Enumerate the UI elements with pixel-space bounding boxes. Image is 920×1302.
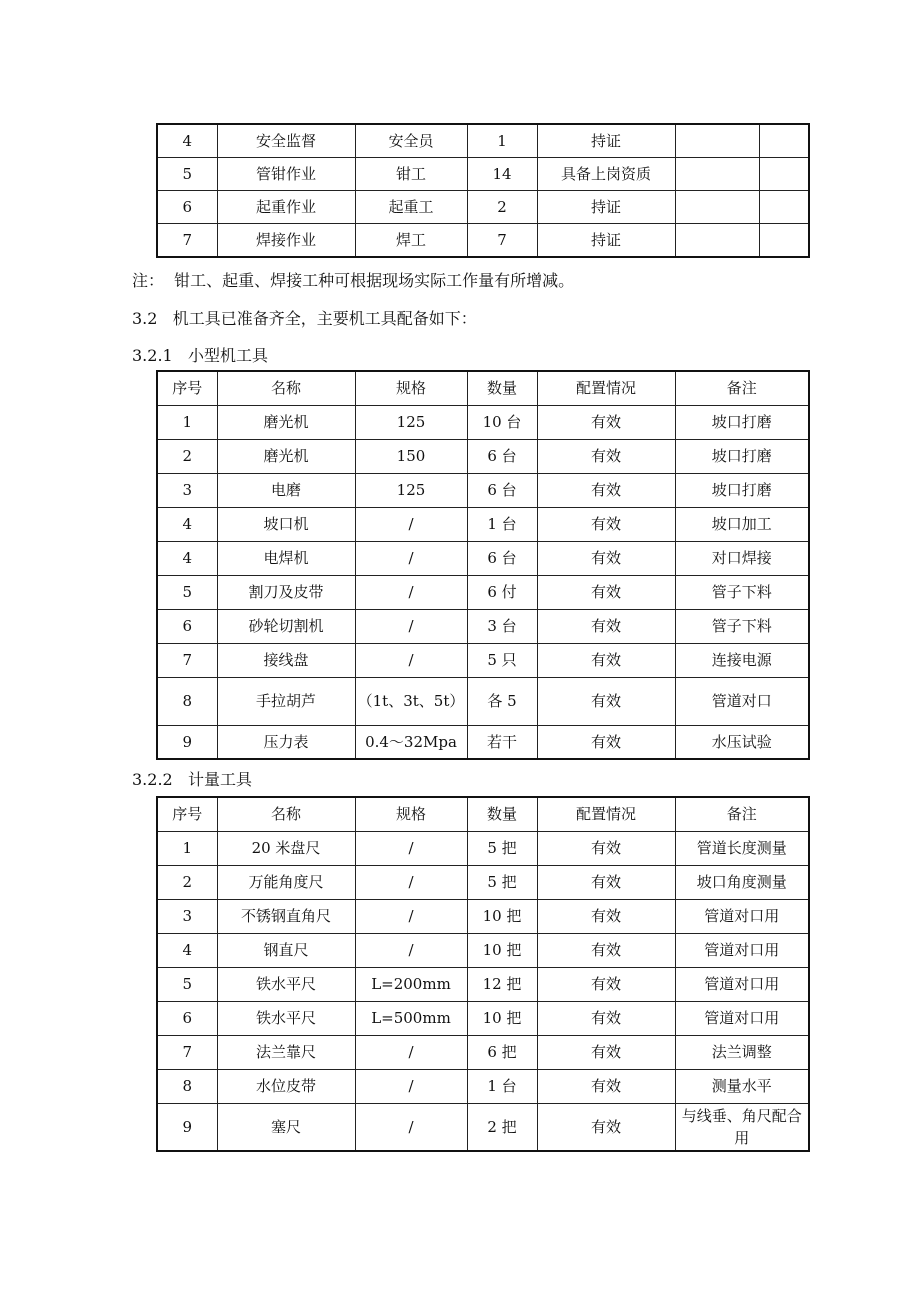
table-cell: 有效 [537, 405, 675, 439]
table-cell: 10 把 [467, 1001, 537, 1035]
table-cell: / [355, 899, 467, 933]
table-row [157, 865, 809, 899]
table-cell: 14 [467, 157, 537, 190]
table-cell: 钳工 [355, 157, 467, 190]
table-cell: 焊工 [355, 223, 467, 257]
table-cell: 具备上岗资质 [537, 157, 675, 190]
table-cell: 5 把 [467, 865, 537, 899]
table-cell: 钢直尺 [217, 933, 355, 967]
table-row [157, 507, 809, 541]
table-cell: 塞尺 [217, 1103, 355, 1151]
table-cell: 1 [157, 405, 217, 439]
table-cell: 有效 [537, 473, 675, 507]
table-cell: 9 [157, 1103, 217, 1151]
table-cell: / [355, 933, 467, 967]
table-cell: 管子下料 [675, 609, 809, 643]
table-cell: 起重作业 [217, 190, 355, 223]
table-cell: 2 [157, 865, 217, 899]
staff-table-body [157, 124, 809, 257]
table-cell: 7 [157, 223, 217, 257]
table-row [157, 677, 809, 725]
column-header: 规格 [355, 797, 467, 831]
table-row [157, 1001, 809, 1035]
column-header: 规格 [355, 371, 467, 405]
column-header: 序号 [157, 371, 217, 405]
table-cell: 6 [157, 609, 217, 643]
table-cell: 有效 [537, 575, 675, 609]
table-cell: 管道长度测量 [675, 831, 809, 865]
table-cell: 连接电源 [675, 643, 809, 677]
table-cell [675, 223, 759, 257]
table-cell: 有效 [537, 643, 675, 677]
table-cell [675, 190, 759, 223]
table-row [157, 473, 809, 507]
table-cell: 有效 [537, 1103, 675, 1151]
table-cell: / [355, 1103, 467, 1151]
table-row [157, 831, 809, 865]
table-cell: 不锈钢直角尺 [217, 899, 355, 933]
table-cell: 10 台 [467, 405, 537, 439]
table-cell: 有效 [537, 609, 675, 643]
small-tools-table-body [157, 371, 809, 759]
table-cell: 5 只 [467, 643, 537, 677]
table-cell: 4 [157, 541, 217, 575]
table-cell: 安全监督 [217, 124, 355, 157]
table-cell: / [355, 1069, 467, 1103]
table-cell: 有效 [537, 507, 675, 541]
table-cell: 起重工 [355, 190, 467, 223]
table-cell: 12 把 [467, 967, 537, 1001]
table-cell: / [355, 609, 467, 643]
table-cell: 有效 [537, 1001, 675, 1035]
table-cell: 坡口打磨 [675, 405, 809, 439]
table-row [157, 609, 809, 643]
table-header-row [157, 371, 809, 405]
table-row [157, 541, 809, 575]
table-cell: 有效 [537, 677, 675, 725]
table-cell: 1 台 [467, 1069, 537, 1103]
table-cell: 有效 [537, 439, 675, 473]
measure-tools-table-body [157, 797, 809, 1151]
measure-tools-table [156, 796, 810, 1152]
table-cell: 有效 [537, 725, 675, 759]
table-row [157, 967, 809, 1001]
table-cell [759, 157, 809, 190]
table-cell: 7 [157, 1035, 217, 1069]
table-cell [675, 124, 759, 157]
table-cell: 管道对口用 [675, 1001, 809, 1035]
table-cell: 125 [355, 473, 467, 507]
table-cell: L=500mm [355, 1001, 467, 1035]
table-cell: 坡口打磨 [675, 439, 809, 473]
table-cell [675, 157, 759, 190]
table-cell: 3 [157, 899, 217, 933]
table-cell: 管道对口用 [675, 899, 809, 933]
table-row [157, 1103, 809, 1151]
table-cell: 有效 [537, 933, 675, 967]
table-cell: 1 台 [467, 507, 537, 541]
table-cell: 砂轮切割机 [217, 609, 355, 643]
table-cell: 水位皮带 [217, 1069, 355, 1103]
table-cell: 2 [157, 439, 217, 473]
table-cell: 2 把 [467, 1103, 537, 1151]
table-cell: 4 [157, 507, 217, 541]
small-tools-table [156, 370, 810, 760]
table-cell: 6 台 [467, 439, 537, 473]
table-cell: 磨光机 [217, 405, 355, 439]
table-cell: 6 把 [467, 1035, 537, 1069]
table-cell: 持证 [537, 223, 675, 257]
section-3-2-heading: 3.2 机工具已准备齐全，主要机工具配备如下： [132, 309, 477, 328]
table-cell: 6 [157, 190, 217, 223]
table-cell: 4 [157, 933, 217, 967]
table-cell: 电磨 [217, 473, 355, 507]
table-cell: 有效 [537, 831, 675, 865]
table-cell: 6 [157, 1001, 217, 1035]
table-cell: 8 [157, 1069, 217, 1103]
column-header: 数量 [467, 371, 537, 405]
table-row [157, 157, 809, 190]
column-header: 配置情况 [537, 371, 675, 405]
table-cell: 2 [467, 190, 537, 223]
table-cell: 若干 [467, 725, 537, 759]
table-cell: 测量水平 [675, 1069, 809, 1103]
table-row [157, 899, 809, 933]
table-cell: 125 [355, 405, 467, 439]
table-header-row [157, 797, 809, 831]
table-cell: 割刀及皮带 [217, 575, 355, 609]
table-cell: 20 米盘尺 [217, 831, 355, 865]
table-cell: 水压试验 [675, 725, 809, 759]
table-cell [759, 223, 809, 257]
table-cell: 3 台 [467, 609, 537, 643]
table-cell: 管道对口用 [675, 933, 809, 967]
table-cell: 6 台 [467, 473, 537, 507]
table-cell: 3 [157, 473, 217, 507]
table-cell: 有效 [537, 1069, 675, 1103]
table-cell: L=200mm [355, 967, 467, 1001]
table-cell: 磨光机 [217, 439, 355, 473]
staff-table [156, 123, 810, 258]
table-cell: / [355, 1035, 467, 1069]
column-header: 备注 [675, 797, 809, 831]
table-row [157, 223, 809, 257]
table-cell [759, 190, 809, 223]
table-row [157, 439, 809, 473]
table-row [157, 933, 809, 967]
table-cell: 1 [467, 124, 537, 157]
column-header: 名称 [217, 371, 355, 405]
table-cell: 坡口角度测量 [675, 865, 809, 899]
table-cell: 9 [157, 725, 217, 759]
table-cell: 5 [157, 157, 217, 190]
table-cell: 10 把 [467, 933, 537, 967]
table-cell: / [355, 541, 467, 575]
table-cell: 管子下料 [675, 575, 809, 609]
table-row [157, 190, 809, 223]
table-cell: 压力表 [217, 725, 355, 759]
staff-note: 注： 钳工、起重、焊接工种可根据现场实际工作量有所增减。 [132, 271, 575, 290]
table-cell: 管道对口 [675, 677, 809, 725]
table-cell: 法兰靠尺 [217, 1035, 355, 1069]
table-cell: 持证 [537, 190, 675, 223]
table-cell: 万能角度尺 [217, 865, 355, 899]
column-header: 名称 [217, 797, 355, 831]
table-cell: 坡口打磨 [675, 473, 809, 507]
table-cell: 150 [355, 439, 467, 473]
table-cell: 安全员 [355, 124, 467, 157]
table-row [157, 575, 809, 609]
table-cell: 7 [467, 223, 537, 257]
table-cell: 持证 [537, 124, 675, 157]
table-row [157, 124, 809, 157]
table-cell: 手拉胡芦 [217, 677, 355, 725]
column-header: 配置情况 [537, 797, 675, 831]
table-cell: / [355, 643, 467, 677]
table-cell: 坡口加工 [675, 507, 809, 541]
table-cell: / [355, 507, 467, 541]
section-3-2-1-heading: 3.2.1 小型机工具 [132, 346, 268, 365]
table-cell: / [355, 831, 467, 865]
column-header: 序号 [157, 797, 217, 831]
table-cell: 铁水平尺 [217, 967, 355, 1001]
table-row [157, 1035, 809, 1069]
table-cell: 铁水平尺 [217, 1001, 355, 1035]
table-cell: 5 把 [467, 831, 537, 865]
table-cell: 8 [157, 677, 217, 725]
table-cell: 6 付 [467, 575, 537, 609]
section-3-2-2-heading: 3.2.2 计量工具 [132, 770, 252, 789]
table-cell: 6 台 [467, 541, 537, 575]
table-cell: 有效 [537, 967, 675, 1001]
table-cell: / [355, 865, 467, 899]
table-cell: 5 [157, 575, 217, 609]
table-cell: 电焊机 [217, 541, 355, 575]
table-cell: 有效 [537, 541, 675, 575]
table-row [157, 1069, 809, 1103]
table-cell: 0.4～32Mpa [355, 725, 467, 759]
table-row [157, 643, 809, 677]
table-cell: 与线垂、角尺配合用 [675, 1103, 809, 1151]
table-cell: 接线盘 [217, 643, 355, 677]
table-row [157, 725, 809, 759]
table-cell: 法兰调整 [675, 1035, 809, 1069]
table-cell: 管道对口用 [675, 967, 809, 1001]
column-header: 数量 [467, 797, 537, 831]
table-cell: 各 5 [467, 677, 537, 725]
table-cell: 10 把 [467, 899, 537, 933]
table-row [157, 405, 809, 439]
table-cell: （1t、3t、5t） [355, 677, 467, 725]
table-cell: 管钳作业 [217, 157, 355, 190]
table-cell: 坡口机 [217, 507, 355, 541]
table-cell: 有效 [537, 1035, 675, 1069]
table-cell: 5 [157, 967, 217, 1001]
table-cell: 4 [157, 124, 217, 157]
table-cell: / [355, 575, 467, 609]
table-cell [759, 124, 809, 157]
table-cell: 焊接作业 [217, 223, 355, 257]
table-cell: 7 [157, 643, 217, 677]
table-cell: 1 [157, 831, 217, 865]
table-cell: 有效 [537, 865, 675, 899]
table-cell: 对口焊接 [675, 541, 809, 575]
column-header: 备注 [675, 371, 809, 405]
table-cell: 有效 [537, 899, 675, 933]
